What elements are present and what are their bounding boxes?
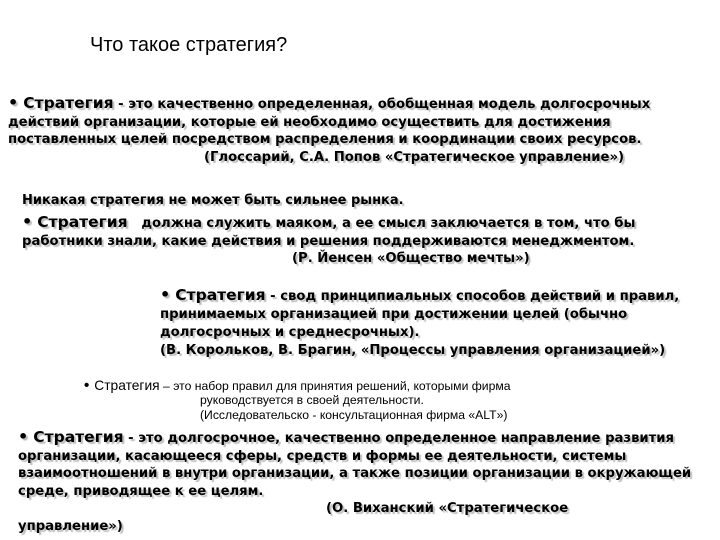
definition-term: Стратегия xyxy=(37,213,128,231)
motto: Никакая стратегия не может быть сильнее рынка. xyxy=(22,193,404,208)
definition-popov xyxy=(8,94,668,166)
page-title: Что такое стратегия? xyxy=(90,34,288,56)
definition-source: (О. Виханский «Стратегическое xyxy=(326,501,569,516)
definition-source: (Глоссарий, С.А. Попов «Стратегическое управление») xyxy=(204,149,624,165)
definition-korolkov xyxy=(160,286,710,360)
definition-term: Стратегия xyxy=(23,94,114,112)
bullet-marker: • xyxy=(18,427,29,446)
definition-source: (Р. Йенсен «Общество мечты») xyxy=(292,251,530,266)
definition-text: должна служить маяком, а ее смысл заключается в том, что бы работники знали, какие действия и решения поддерживаются менеджментом. xyxy=(22,216,641,249)
definition-term: Стратегия xyxy=(94,378,160,393)
definition-source: (В. Корольков, В. Брагин, «Процессы управления организацией») xyxy=(160,343,666,358)
definition-text: – это набор правил для принятия решений, которыми фирма xyxy=(159,379,511,393)
definition-term: Стратегия xyxy=(175,286,266,304)
bullet-marker: • xyxy=(8,93,19,112)
bullet-marker: • xyxy=(22,212,33,231)
definition-alt xyxy=(84,379,644,422)
definition-source: (Исследовательско - консультационная фирма «ALT») xyxy=(200,408,508,422)
definition-jensen xyxy=(22,213,712,268)
bullet-marker: • xyxy=(160,285,171,304)
definition-text: - это долгосрочное, качественно определенное направление развития организации, касающееся сферы, средств и формы ее деятельности, системы взаимоотношений в внутри организации, а также позиции организации в окружающей среде, приводящее к ее целям. xyxy=(18,431,692,499)
definition-text: - свод принципиальных способов действий и правил, принимаемых организацией при достижении целей (обычно долгосрочных и среднесрочных). xyxy=(160,289,680,340)
definition-term: Стратегия xyxy=(33,428,124,446)
definition-vikhansky xyxy=(18,428,708,535)
bullet-marker: • xyxy=(84,377,90,394)
definition-source-continued: управление») xyxy=(18,518,123,534)
definition-text: - это качественно определенная, обобщенная модель долгосрочных действий организации, которые ей необходимо осуществить для достижения поставленных целей посредством распределения и координации своих ресурсов. xyxy=(8,97,651,147)
definition-text-continued: руководствуется в своей деятельности. xyxy=(200,393,424,407)
